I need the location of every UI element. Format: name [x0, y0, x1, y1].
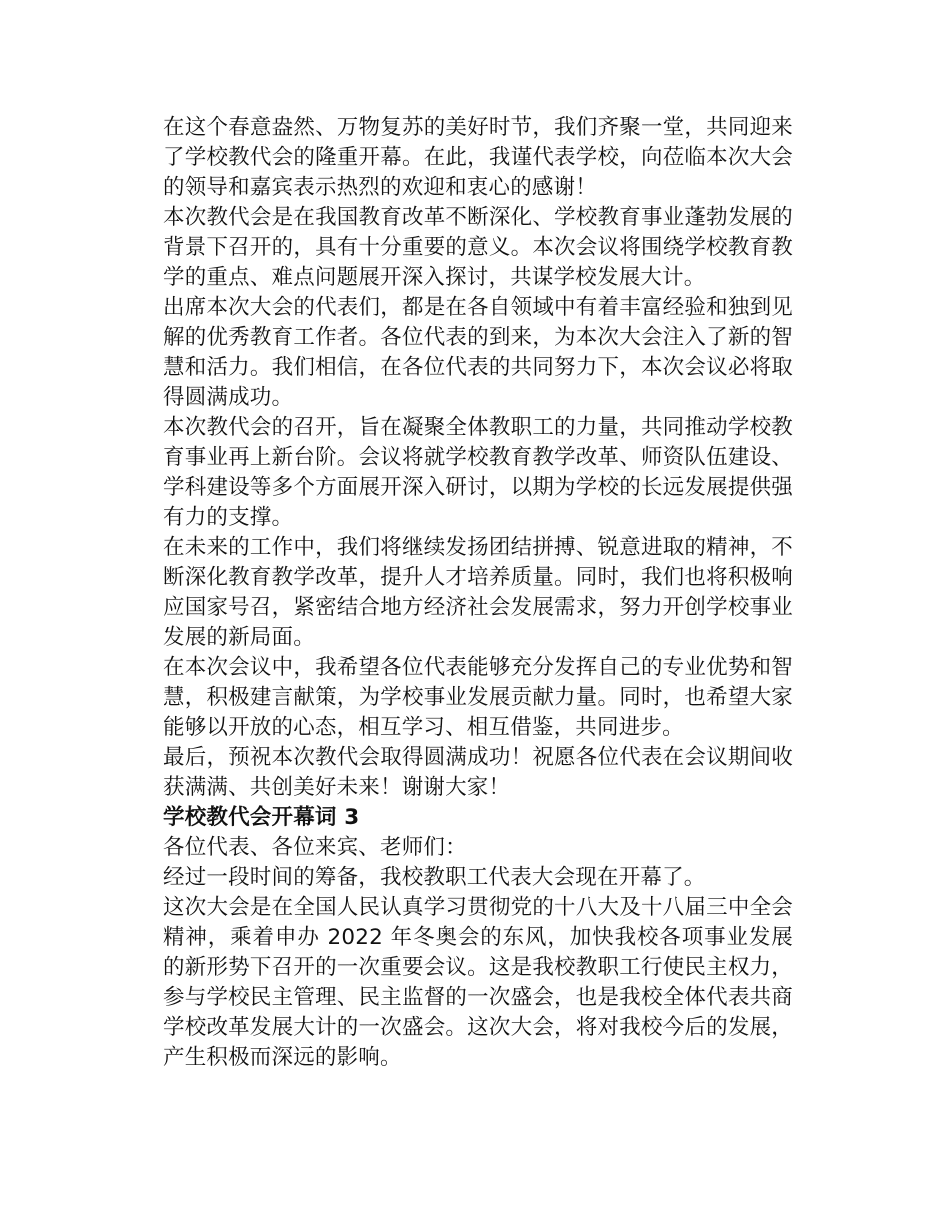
paragraph-welcome: 在这个春意盎然、万物复苏的美好时节，我们齐聚一堂，共同迎来了学校教代会的隆重开幕。在此，我谨代表学校，向莅临本次大会的领导和嘉宾表示热烈的欢迎和衷心的感谢！ — [163, 115, 793, 200]
paragraph-closing: 最后，预祝本次教代会取得圆满成功！祝愿各位代表在会议期间收获满满、共创美好未来！谢谢大家！ — [163, 745, 793, 800]
section-title: 学校教代会开幕词 3 — [163, 805, 360, 830]
paragraph-context: 这次大会是在全国人民认真学习贯彻党的十八大及十八届三中全会精神，乘着申办 2022 年冬奥会的东风，加快我校各项事业发展的新形势下召开的一次重要会议。这是我校教职工行使民主权力，参与学校民主管理、民主监督的一次盛会，也是我校全体代表共商学校改革发展大计的一次盛会。这次大会，将对我校今后的发展，产生积极而深远的影响。 — [163, 895, 793, 1070]
paragraph-background: 本次教代会是在我国教育改革不断深化、学校教育事业蓬勃发展的背景下召开的，具有十分重要的意义。本次会议将围绕学校教育教学的重点、难点问题展开深入探讨，共谋学校发展大计。 — [163, 205, 793, 290]
paragraph-hopes: 在本次会议中，我希望各位代表能够充分发挥自己的专业优势和智慧，积极建言献策，为学校事业发展贡献力量。同时，也希望大家能够以开放的心态，相互学习、相互借鉴，共同进步。 — [163, 655, 793, 740]
document-body — [163, 113, 793, 1073]
paragraph-representatives: 出席本次大会的代表们，都是在各自领域中有着丰富经验和独到见解的优秀教育工作者。各位代表的到来，为本次大会注入了新的智慧和活力。我们相信，在各位代表的共同努力下，本次会议必将取得圆满成功。 — [163, 295, 793, 410]
paragraph-future-work: 在未来的工作中，我们将继续发扬团结拼搏、锐意进取的精神，不断深化教育教学改革，提升人才培养质量。同时，我们也将积极响应国家号召，紧密结合地方经济社会发展需求，努力开创学校事业发展的新局面。 — [163, 535, 793, 650]
paragraph-purpose: 本次教代会的召开，旨在凝聚全体教职工的力量，共同推动学校教育事业再上新台阶。会议将就学校教育教学改革、师资队伍建设、学科建设等多个方面展开深入研讨，以期为学校的长远发展提供强有力的支撑。 — [163, 415, 793, 530]
paragraph-opening: 经过一段时间的筹备，我校教职工代表大会现在开幕了。 — [163, 865, 706, 890]
paragraph-salutation: 各位代表、各位来宾、老师们： — [163, 835, 467, 860]
